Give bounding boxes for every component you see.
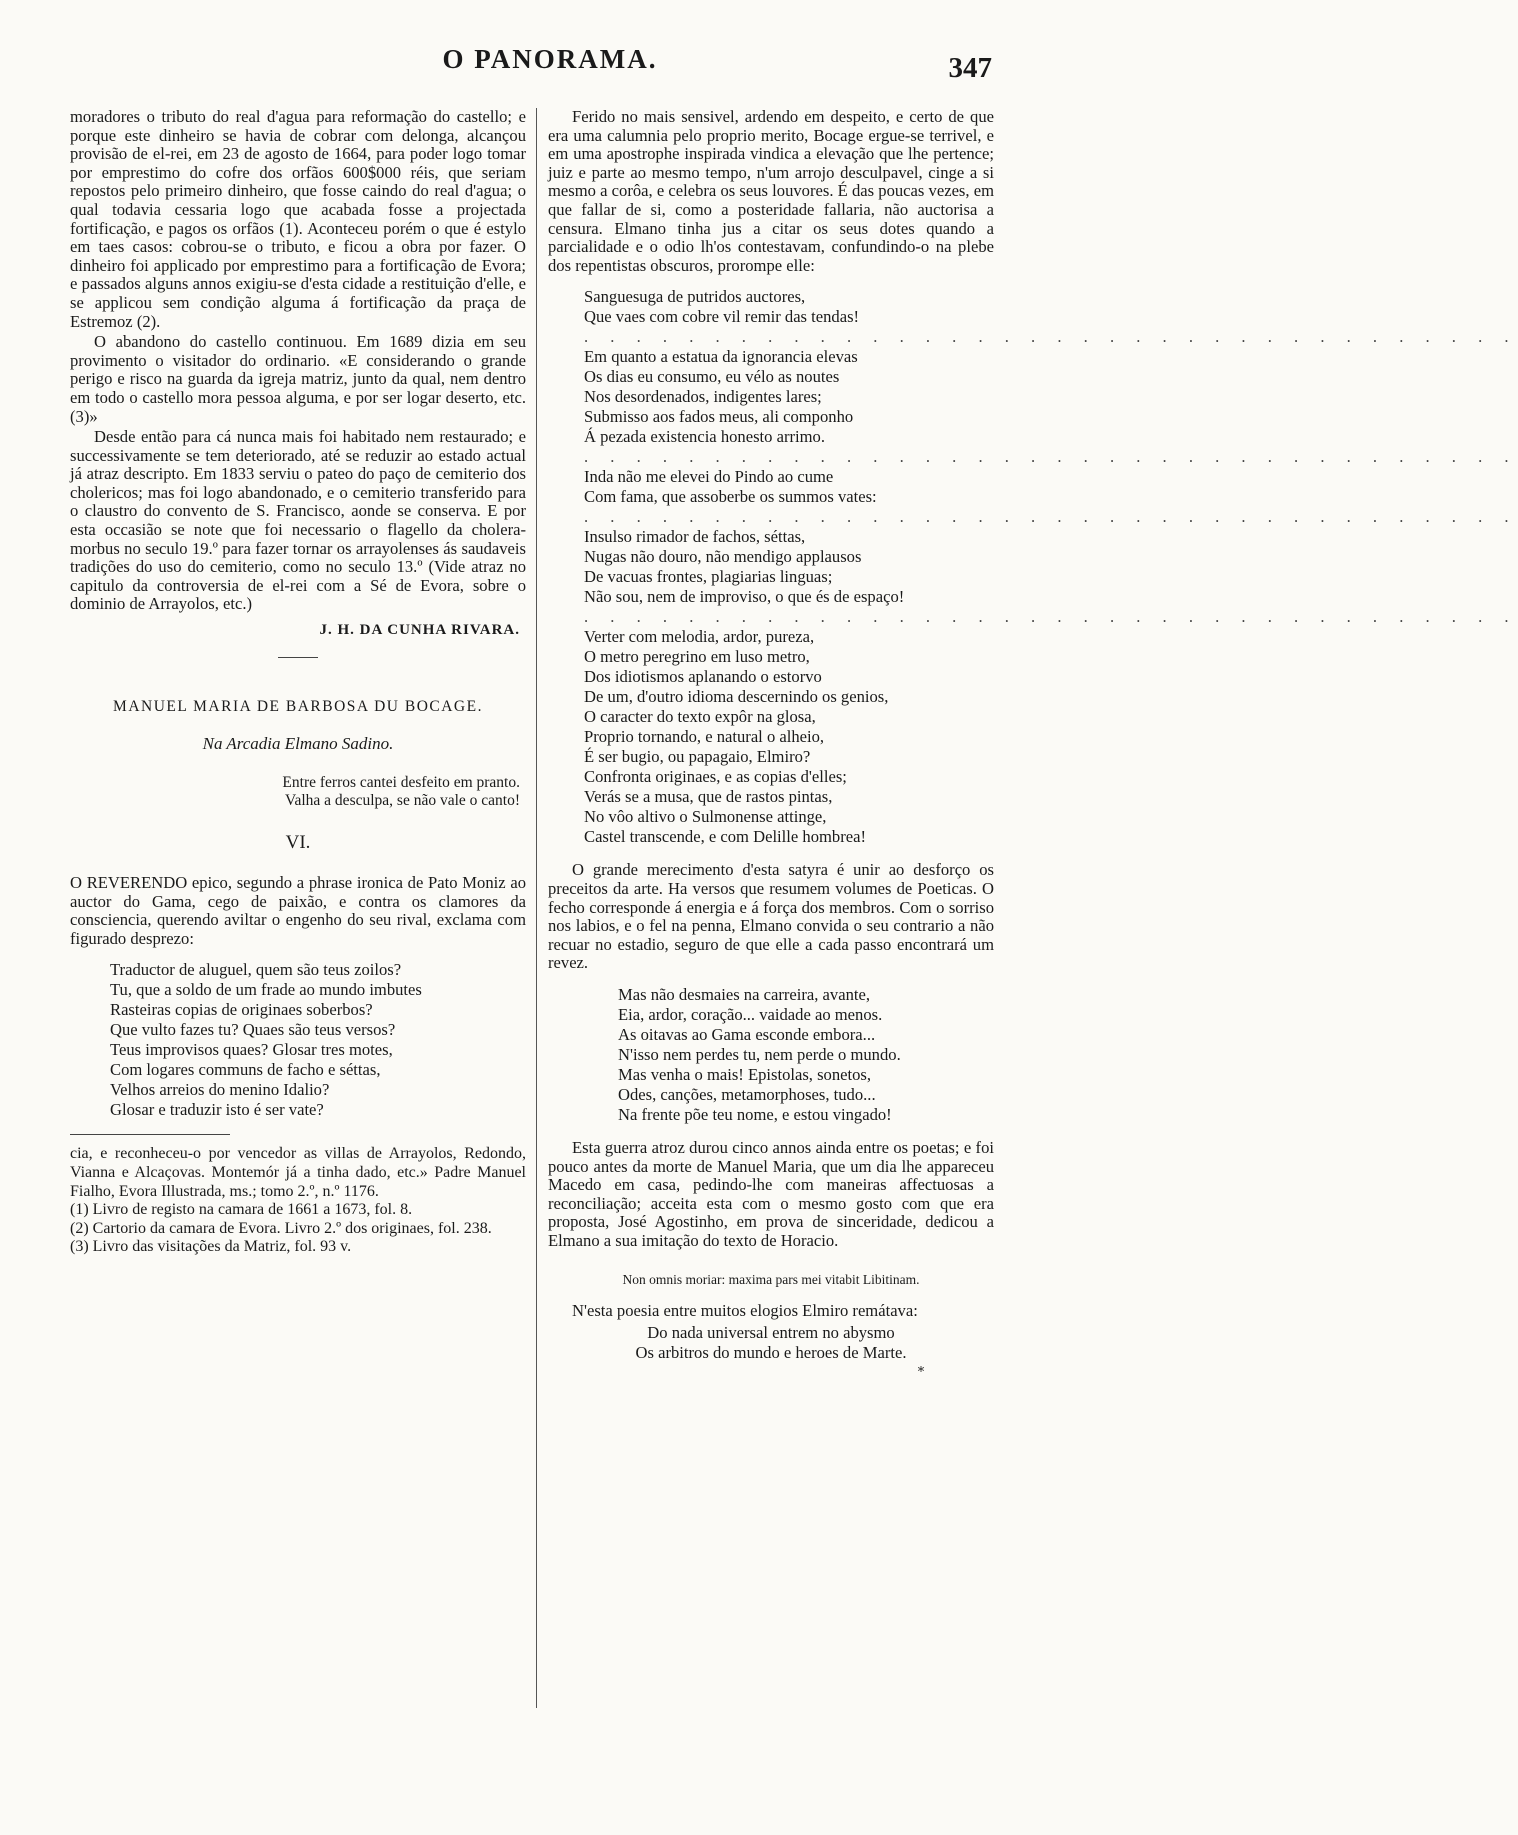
- left-paragraph-1: moradores o tributo do real d'agua para reformação do castello; e porque este dinheiro se havia de cobrar com delonga, alcançou provisão de el-rei, em 23 de agosto de 1664, para poder logo tomar por emprestimo do cofre dos orfãos 600$000 réis, que seriam repostos pelo primeiro dinheiro, que fosse caindo do real d'agua; o qual todavia cessaria logo que acabada fosse a projectada fortificação, e pagos os orfãos (1). Aconteceu porém o que é estylo em taes casos: cobrou-se o tributo, e ficou a obra por fazer. O dinheiro foi applicado por emprestimo para a fortificação de Evora; e passados alguns annos exigiu-se d'esta cidade a restituição d'elle, e se applicou sem condição alguma á fortificação da praça de Estremoz (2).: [70, 107, 526, 331]
- left-paragraph-2: O abandono do castello continuou. Em 1689 dizia em seu provimento o visitador do ordinario. «E considerando o grande perigo e risco na guarda da igreja matriz, junto da qual, nem dentro em todo o castello mora pessoa alguma, e por ser logar deserto, etc. (3)»: [70, 332, 526, 426]
- verse-line: Submisso aos fados meus, ali componho: [584, 407, 854, 427]
- verse-line: Rasteiras copias de originaes soberbos?: [110, 1000, 373, 1020]
- right-paragraph-1: Ferido no mais sensivel, ardendo em despeito, e certo de que era uma calumnia pelo proprio merito, Bocage ergue-se terrivel, e em uma apostrophe inspirada vindica a elevação que lhe pertence; juiz e parte ao mesmo tempo, n'um arrojo desculpavel, cinge a si mesmo a corôa, e celebra os seus louvores. É das poucas vezes, em que fallar de si, como a posteridade fallaria, não auctorisa a censura. Elmano tinha jus a citar os seus dotes quando a parcialidade e o odio lh'os contestavam, confundindo-o na plebe dos repentistas obscuros, prorompe elle:: [548, 107, 994, 275]
- ellipsis-dots: . . . . . . . . . . . . . . . . . . . . . . . . . . . . . . . . . . . .: [584, 327, 1518, 347]
- verse-line: Tu, que a soldo de um frade ao mundo imbutes: [110, 980, 422, 1000]
- latin-maxim: Non omnis moriar: maxima pars mei vitabit Libitinam.: [622, 1272, 920, 1288]
- verse-line: Verás se a musa, que de rastos pintas,: [584, 787, 833, 807]
- right-column: [548, 107, 1518, 1381]
- footnote: (1) Livro de registo na camara de 1661 a 1673, fol. 8.: [70, 1201, 413, 1219]
- footnote: (2) Cartorio da camara de Evora. Livro 2.º dos originaes, fol. 238.: [70, 1219, 492, 1237]
- verse-line: Traductor de aluguel, quem são teus zoilos?: [110, 960, 402, 980]
- verse-line: Verter com melodia, ardor, pureza,: [584, 627, 815, 647]
- verse-line: Dos idiotismos aplanando o estorvo: [584, 667, 822, 687]
- page-number: 347: [948, 52, 992, 84]
- verse-line: Mas não desmaies na carreira, avante,: [618, 984, 871, 1004]
- verse-line: Velhos arreios do menino Idalio?: [110, 1080, 330, 1100]
- ellipsis-dots: . . . . . . . . . . . . . . . . . . . . . . . . . . . . . . . . . . . .: [584, 607, 1518, 627]
- verse-line: É ser bugio, ou papagaio, Elmiro?: [584, 747, 811, 767]
- asterisk-mark: *: [917, 1365, 925, 1381]
- footnote: (3) Livro das visitações da Matriz, fol. 93 v.: [70, 1238, 352, 1256]
- verse-block: [548, 287, 1518, 847]
- footnote-continuation: cia, e reconheceu-o por vencedor as villas de Arrayolos, Redondo, Vianna e Alcaçovas. Montemór já a tinha dado, etc.» Padre Manuel Fialho, Evora Illustrada, ms.; tomo 2.º, n.º 1176.: [70, 1145, 526, 1200]
- verse-line: Confronta originaes, e as copias d'elles;: [584, 767, 847, 787]
- author-signature: J. H. DA CUNHA RIVARA.: [319, 622, 520, 639]
- verse-line: Com fama, que assoberbe os summos vates:: [584, 487, 877, 507]
- verse-line: Teus improvisos quaes? Glosar tres motes,: [110, 1040, 393, 1060]
- verse-line: Eia, ardor, coração... vaidade ao menos.: [618, 1004, 883, 1024]
- verse-line: Na frente põe teu nome, e estou vingado!: [618, 1104, 892, 1124]
- verse-line: Insulso rimador de fachos, séttas,: [584, 527, 806, 547]
- column-divider: [536, 108, 537, 1708]
- verse-line: Proprio tornando, e natural o alheio,: [584, 727, 825, 747]
- verse-line: Do nada universal entrem no abysmo: [647, 1323, 895, 1343]
- verse-line: De um, d'outro idioma descernindo os genios,: [584, 687, 889, 707]
- verse-line: No vôo altivo o Sulmonense attinge,: [584, 807, 827, 827]
- verse-line: Não sou, nem de improviso, o que és de espaço!: [584, 587, 905, 607]
- left-column: [70, 108, 526, 1257]
- article-subtitle: Na Arcadia Elmano Sadino.: [202, 734, 394, 754]
- ellipsis-dots: . . . . . . . . . . . . . . . . . . . . . . . . . . . . . . . . . . . .: [584, 447, 1518, 467]
- verse-line: O caracter do texto expôr na glosa,: [584, 707, 816, 727]
- section-number: VI.: [285, 832, 311, 854]
- verse-line: Os arbitros do mundo e heroes de Marte.: [635, 1343, 907, 1363]
- verse-line: Que vulto fazes tu? Quaes são teus versos?: [110, 1020, 396, 1040]
- verse-line: Á pezada existencia honesto arrimo.: [584, 427, 825, 447]
- verse-line: Que vaes com cobre vil remir das tendas!: [584, 307, 860, 327]
- verse-block: [548, 1323, 994, 1363]
- right-paragraph-3: Esta guerra atroz durou cinco annos ainda entre os poetas; e foi pouco antes da morte de Manuel Maria, que um dia lhe appareceu Macedo em casa, pedindo-lhe com maneiras affectuosas a reconciliação; acceita esta com o mesmo gosto com que era proposta, José Agostinho, em prova de sinceridade, dedicou a Elmano a sua imitação do texto de Horacio.: [548, 1137, 994, 1250]
- epigraph: [70, 774, 520, 810]
- verse-line: De vacuas frontes, plagiarias linguas;: [584, 567, 833, 587]
- verse-line: O metro peregrino em luso metro,: [584, 647, 810, 667]
- page-title: O PANORAMA.: [442, 44, 658, 74]
- verse-line: Glosar e traduzir isto é ser vate?: [110, 1100, 324, 1120]
- left-paragraph-3: Desde então para cá nunca mais foi habitado nem restaurado; e successivamente se tem deteriorado, até se reduzir ao estado actual já atraz descripto. Em 1833 serviu o pateo do paço de cemiterio dos cholericos; mas foi logo abandonado, e o cemiterio transferido para o claustro do convento de S. Francisco, aonde se conserva. E por esta occasião se note que foi necessario o flagello da cholera-morbus no seculo 19.º para fazer tornar os arrayolenses ás saudaveis tradições do uso do cemiterio, como no seculo 13.º (Vide atraz no capitulo da controversia de el-rei com a Sé de Evora, sobre o dominio de Arrayolos, etc.): [70, 427, 526, 614]
- article-title: MANUEL MARIA DE BARBOSA DU BOCAGE.: [113, 698, 483, 716]
- left-paragraph-4: O REVERENDO epico, segundo a phrase ironica de Pato Moniz ao auctor do Gama, cego de paixão, e contra os clamores da consciencia, querendo aviltar o engenho do seu rival, exclama com figurado desprezo:: [70, 873, 526, 948]
- verse-block: [548, 985, 994, 1125]
- verse-line: Em quanto a estatua da ignorancia elevas: [584, 347, 858, 367]
- verse-line: Sanguesuga de putridos auctores,: [584, 287, 806, 307]
- verse-line: Mas venha o mais! Epistolas, sonetos,: [618, 1064, 872, 1084]
- separator-rule: [278, 657, 318, 658]
- ellipsis-dots: . . . . . . . . . . . . . . . . . . . . . . . . . . . . . . . . . . . .: [584, 507, 1518, 527]
- verse-line: As oitavas ao Gama esconde embora...: [618, 1024, 876, 1044]
- footnote-rule: [70, 1134, 230, 1135]
- epigraph-line: Valha a desculpa, se não vale o canto!: [285, 792, 520, 810]
- right-paragraph-4: N'esta poesia entre muitos elogios Elmiro remátava:: [572, 1301, 918, 1321]
- verse-block: [70, 960, 526, 1120]
- verse-line: Nos desordenados, indigentes lares;: [584, 387, 822, 407]
- verse-line: Odes, canções, metamorphoses, tudo...: [618, 1084, 876, 1104]
- verse-line: Inda não me elevei do Pindo ao cume: [584, 467, 834, 487]
- right-paragraph-2: O grande merecimento d'esta satyra é unir ao desforço os preceitos da arte. Ha versos que resumem volumes de Poeticas. O fecho corresponde á energia e á força dos membros. Com o sorriso nos labios, e o fel na penna, Elmano convida o seu contrario a não recuar no estadio, seguro de que elle a cada passo encontrará um revez.: [548, 860, 994, 973]
- epigraph-line: Entre ferros cantei desfeito em pranto.: [282, 774, 520, 792]
- verse-line: N'isso nem perdes tu, nem perde o mundo.: [618, 1044, 901, 1064]
- verse-line: Castel transcende, e com Delille hombrea!: [584, 827, 866, 847]
- verse-line: Nugas não douro, não mendigo applausos: [584, 547, 862, 567]
- verse-line: Com logares communs de facho e séttas,: [110, 1060, 381, 1080]
- verse-line: Os dias eu consumo, eu vélo as noutes: [584, 367, 840, 387]
